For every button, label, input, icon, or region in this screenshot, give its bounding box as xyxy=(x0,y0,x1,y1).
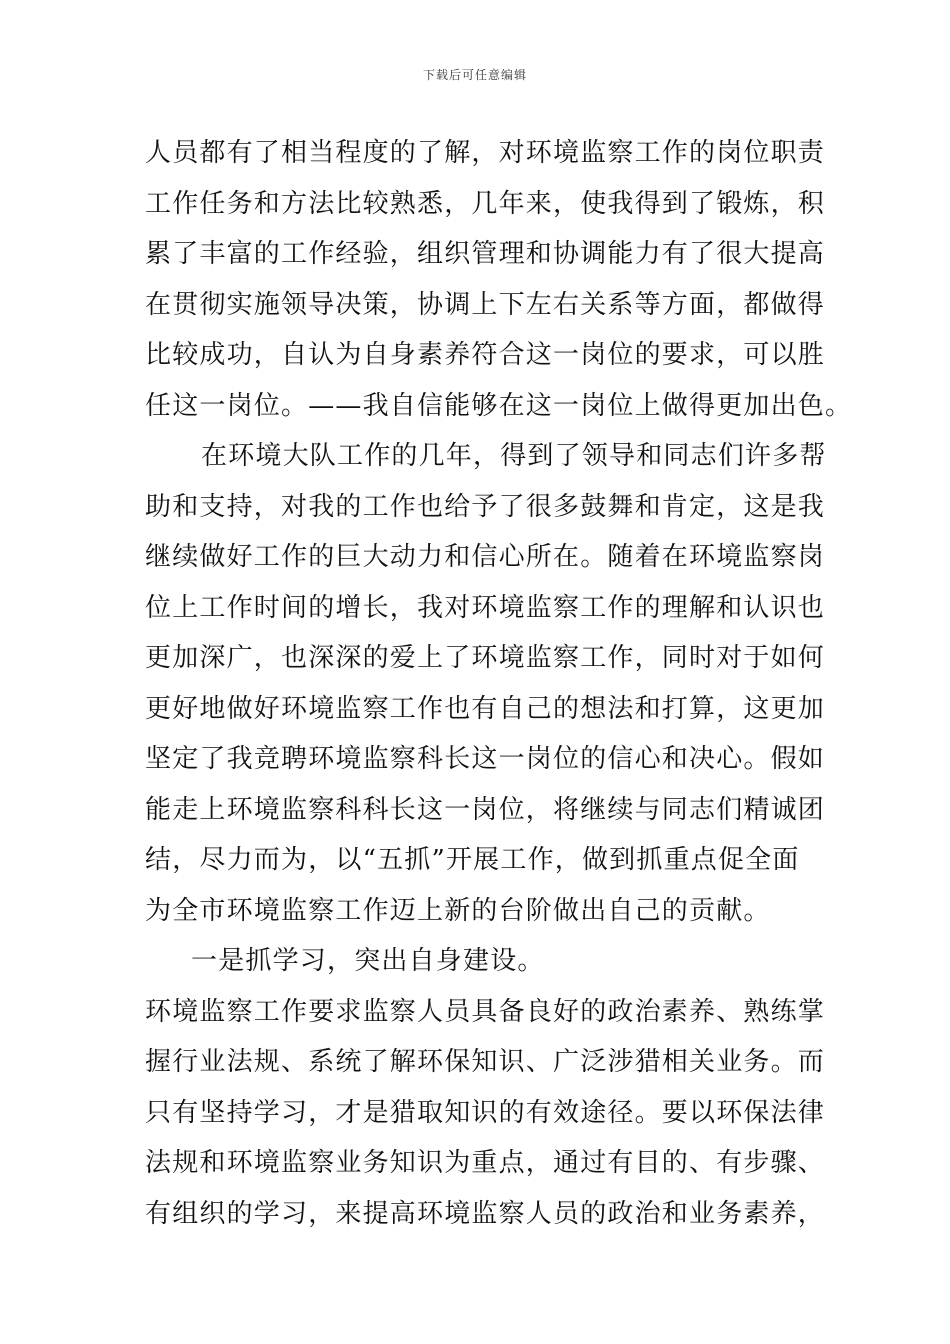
page-header: 下载后可任意编辑 xyxy=(422,68,527,82)
section-heading: 一是抓学习，突出自身建设。 xyxy=(191,946,545,976)
text-line: 助和支持，对我的工作也给予了很多鼓舞和肯定，这是我 xyxy=(145,491,826,522)
text-line: 继续做好工作的巨大动力和信心所在。随着在环境监察岗 xyxy=(145,542,826,572)
text-line: 能走上环境监察科科长这一岗位，将继续与同志们精诚团 xyxy=(145,794,826,825)
text-line: 只有坚持学习，才是猎取知识的有效途径。要以环保法律 xyxy=(145,1097,826,1128)
paragraph-start-line: 在环境大队工作的几年，得到了领导和同志们许多帮 xyxy=(201,441,827,471)
text-line: 人员都有了相当程度的了解，对环境监察工作的岗位职责 xyxy=(145,138,826,168)
text-line: 更好地做好环境监察工作也有自己的想法和打算，这更加 xyxy=(145,693,826,724)
text-line: 比较成功，自认为自身素养符合这一岗位的要求，可以胜 xyxy=(145,340,826,370)
text-line: 在贯彻实施领导决策，协调上下左右关系等方面，都做得 xyxy=(145,289,826,320)
text-line: 更加深广，也深深的爱上了环境监察工作，同时对于如何 xyxy=(145,643,826,673)
text-line: 有组织的学习，来提高环境监察人员的政治和业务素养， xyxy=(145,1198,826,1229)
text-line: 累了丰富的工作经验，组织管理和协调能力有了很大提高 xyxy=(145,239,826,269)
text-line: 握行业法规、系统了解环保知识、广泛涉猎相关业务。而 xyxy=(145,1047,826,1077)
text-line: 任这一岗位。——我自信能够在这一岗位上做得更加出色。 xyxy=(145,390,853,421)
document-body xyxy=(145,128,853,1239)
text-line: 工作任务和方法比较熟悉，几年来，使我得到了锻炼，积 xyxy=(145,188,826,219)
text-line: 结，尽力而为，以“五抓”开展工作，做到抓重点促全面 xyxy=(145,845,800,875)
text-line: 位上工作时间的增长，我对环境监察工作的理解和认识也 xyxy=(145,592,826,623)
text-line: 为全市环境监察工作迈上新的台阶做出自己的贡献。 xyxy=(145,895,771,926)
text-line: 法规和环境监察业务知识为重点，通过有目的、有步骤、 xyxy=(145,1148,826,1178)
text-line: 环境监察工作要求监察人员具备良好的政治素养、熟练掌 xyxy=(145,996,826,1027)
text-line: 坚定了我竞聘环境监察科长这一岗位的信心和决心。假如 xyxy=(145,744,826,774)
